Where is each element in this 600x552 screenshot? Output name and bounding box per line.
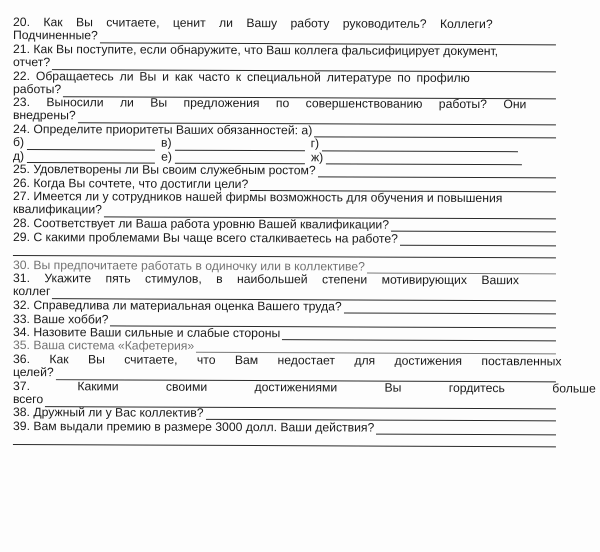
question-24-text-1: 24. Определите приоритеты Ваших обязанностей: а) — [13, 122, 313, 138]
question-25-text: 25. Удовлетворены ли Вы своим служебным ростом? — [12, 162, 316, 178]
question-21-text-2: отчет? — [12, 55, 51, 70]
question-28-text: 28. Соответствует ли Ваша работа уровню Вашей квалификации? — [12, 216, 390, 232]
question-31 — [13, 272, 556, 301]
question-23-text-2: внедрены? — [12, 108, 76, 124]
question-37-text-2: всего — [12, 391, 44, 407]
question-31-text-2: коллег — [12, 284, 51, 299]
question-36-text-1: 36. Как Вы считаете, что Вам недостает для достижения поставленных — [13, 351, 562, 369]
question-37-text-1: 37. Какими своими достижениями Вы гордитесь больше — [13, 378, 596, 396]
question-28-answer-line[interactable] — [391, 220, 556, 233]
priority-a-line[interactable] — [314, 126, 556, 139]
question-23 — [13, 96, 556, 125]
question-29-text: 29. С какими проблемами Вы чаще всего сталкиваетесь на работе? — [13, 229, 398, 246]
priority-b-label: б) — [12, 135, 25, 150]
question-27-text-1: 27. Имеется ли у сотрудников нашей фирмы возможность для обучения и повышения — [13, 189, 503, 206]
priority-v-label: в) — [161, 136, 172, 151]
question-22-text-1: 22. Обращаетесь ли Вы и как часто к специальной литературе по профилю — [13, 68, 470, 85]
question-32-text: 32. Справедлива ли материальная оценка Вашего труда? — [12, 298, 342, 314]
question-21 — [13, 43, 556, 72]
question-20-text-2: Подчиненные? — [12, 28, 98, 43]
question-38-text: 38. Дружный ли у Вас коллектив? — [12, 405, 204, 421]
question-20-text-1: 20. Как Вы считаете, ценит ли Вашу работу руководитель? Коллеги? — [13, 15, 493, 32]
question-20 — [13, 16, 556, 45]
question-35-text: 35. Ваша система «Кафетерия» — [12, 338, 195, 354]
question-34-text: 34. Назовите Ваши сильные и слабые стороны — [12, 324, 281, 341]
question-26-text: 26. Когда Вы сочтете, что достигли цели? — [12, 175, 249, 191]
question-23-text-1: 23. Выносили ли Вы предложения по совершенствованию работы? Они — [13, 95, 527, 112]
priority-zh-label: ж) — [310, 150, 324, 165]
question-36-text-2: целей? — [12, 365, 54, 380]
priority-d-label: д) — [12, 149, 25, 164]
question-36 — [12, 351, 562, 382]
priority-e-label: е) — [161, 149, 172, 164]
question-39 — [13, 420, 556, 449]
question-22-text-2: работы? — [12, 82, 62, 97]
question-27-text-2: квалификации? — [12, 202, 102, 218]
question-32-answer-line[interactable] — [344, 302, 556, 315]
question-39-text: 39. Вам выдали премию в размере 3000 долл. Ваши действия? — [13, 418, 375, 435]
question-27 — [13, 190, 556, 219]
question-29 — [13, 231, 556, 260]
question-21-text-1: 21. Как Вы поступите, если обнаружите, что Ваш коллега фальсифицирует документ, — [13, 41, 499, 58]
question-31-text-1: 31. Укажите пять стимулов, в наибольшей степени мотивирующих Ваших — [13, 271, 519, 288]
question-29-answer-line[interactable] — [400, 234, 556, 247]
question-24 — [13, 123, 556, 166]
question-25-answer-line[interactable] — [318, 166, 556, 179]
priority-g-label: г) — [310, 136, 320, 151]
priority-b-line[interactable] — [27, 138, 155, 151]
priority-row-1 — [13, 137, 556, 153]
priority-v-line[interactable] — [175, 139, 305, 152]
priority-g-line[interactable] — [322, 139, 518, 152]
question-33-text: 33. Ваше хобби? — [12, 311, 109, 326]
question-30-text: 30. Вы предпочитаете работать в одиночку или в коллективе? — [12, 257, 365, 274]
question-39-answer-line[interactable] — [376, 423, 556, 436]
